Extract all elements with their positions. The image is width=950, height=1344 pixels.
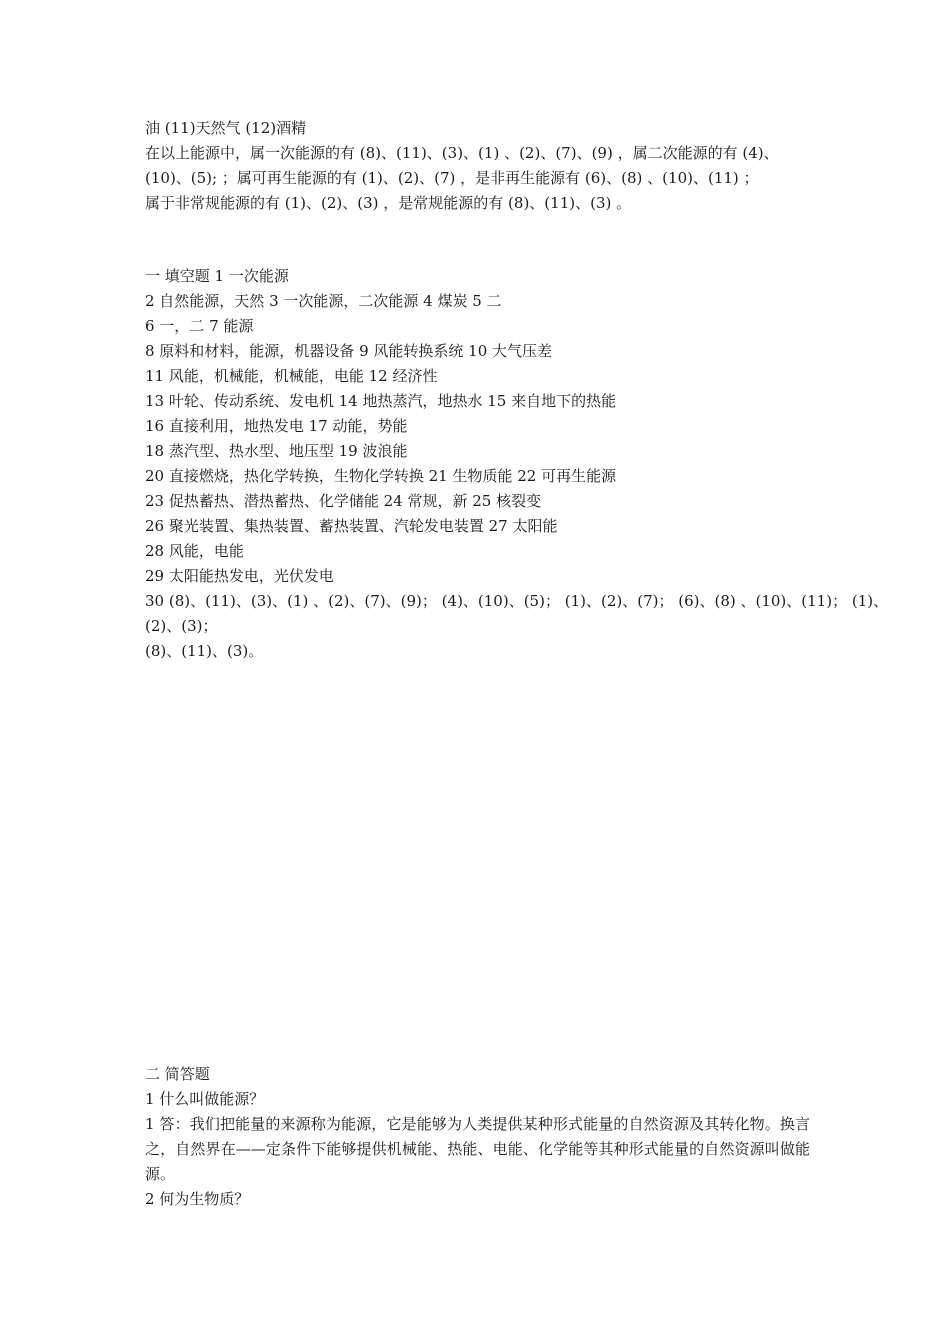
answer-line: 18 蒸汽型、热水型、地压型 19 波浪能 [145, 442, 408, 460]
energy-classification-section [145, 116, 810, 216]
text-line: 属于非常规能源的有 (1)、(2)、(3) ，是常规能源的有 (8)、(11)、(3) 。 [145, 194, 632, 212]
answer-line: 28 风能，电能 [145, 542, 244, 560]
answer-line: 2 自然能源，天然 3 一次能源，二次能源 4 煤炭 5 二 [145, 292, 502, 310]
answer-line: (2)、(3)； [145, 617, 218, 635]
question-2: 2 何为生物质？ [145, 1190, 250, 1208]
text-line: (10)、(5); ；属可再生能源的有 (1)、(2)、(7) ，是非再生能源有 (6)、(8) 、(10)、(11) ； [145, 169, 759, 187]
text-line: 油 (11)天然气 (12)酒精 [145, 119, 307, 137]
answer-line: 20 直接燃烧，热化学转换，生物化学转换 21 生物质能 22 可再生能源 [145, 467, 617, 485]
answer-line: 26 聚光装置、集热装置、蓄热装置、汽轮发电装置 27 太阳能 [145, 517, 558, 535]
answer-line: 一 填空题 1 一次能源 [145, 267, 289, 285]
answer-line: 11 风能，机械能，机械能，电能 12 经济性 [145, 367, 438, 385]
answer-line: 8 原料和材料，能源，机器设备 9 风能转换系统 10 大气压差 [145, 342, 553, 360]
text-line: 在以上能源中，属一次能源的有 (8)、(11)、(3)、(1) 、(2)、(7)、(9) ，属二次能源的有 (4)、 [145, 144, 779, 162]
answer-line: 23 促热蓄热、潜热蓄热、化学储能 24 常规，新 25 核裂变 [145, 492, 542, 510]
section-heading: 二 简答题 [145, 1065, 210, 1083]
question-1: 1 什么叫做能源？ [145, 1090, 265, 1108]
fill-in-answers-section [145, 264, 889, 664]
answer-line: 29 太阳能热发电，光伏发电 [145, 567, 334, 585]
short-answer-section [145, 1062, 810, 1212]
answer-1-paragraph: 1 答：我们把能量的来源称为能源，它是能够为人类提供某种形式能量的自然资源及其转化物。换言之，自然界在——定条件下能够提供机械能、热能、电能、化学能等其种形式能量的自然资源叫做能源。 [145, 1115, 810, 1183]
answer-line: 13 叶轮、传动系统、发电机 14 地热蒸汽，地热水 15 来自地下的热能 [145, 392, 617, 410]
answer-line: 30 (8)、(11)、(3)、(1) 、(2)、(7)、(9)； (4)、(10)、(5)； (1)、(2)、(7)； (6)、(8) 、(10)、(11)； (1)、 [145, 592, 889, 610]
answer-line: 6 一，二 7 能源 [145, 317, 254, 335]
answer-line: 16 直接利用，地热发电 17 动能，势能 [145, 417, 408, 435]
answer-line: (8)、(11)、(3)。 [145, 642, 264, 660]
